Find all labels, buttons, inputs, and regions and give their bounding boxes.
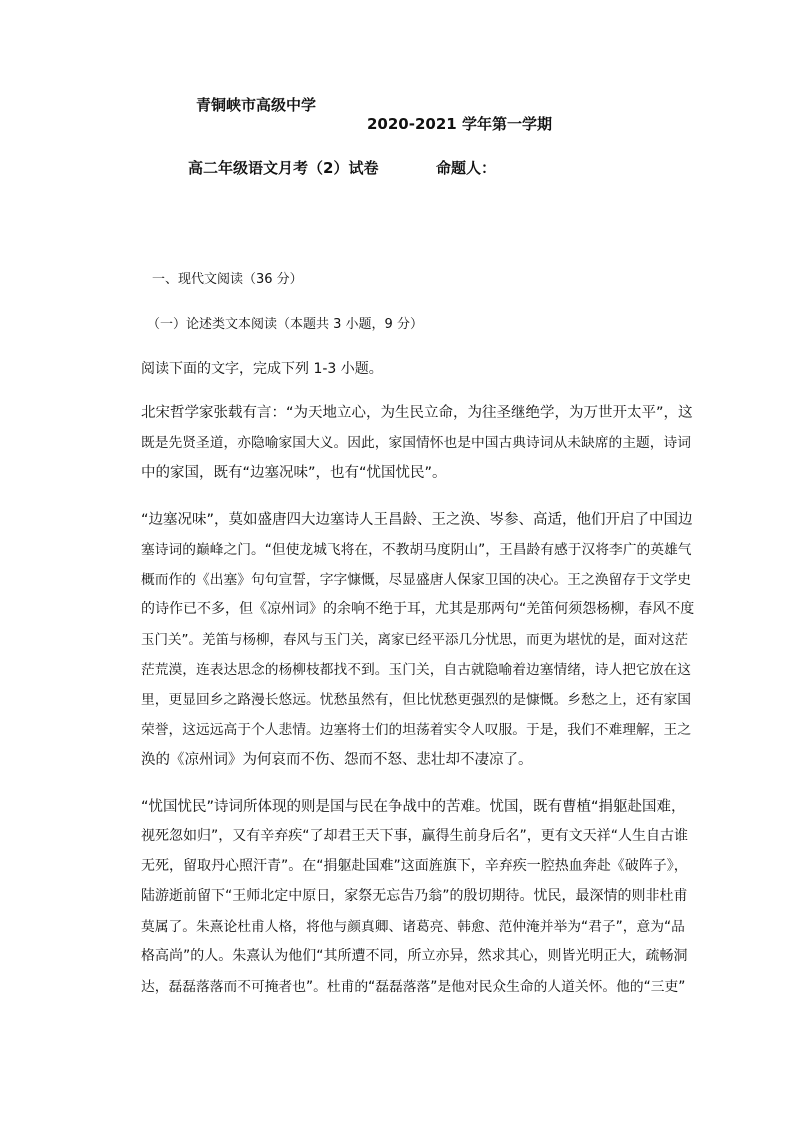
paragraph-line: “忧国忧民”诗词所体现的则是国与民在争战中的苦难。忧国，既有曹植“捐躯赴国难， (141, 799, 686, 815)
paragraph-line: 无死，留取丹心照汗青”。在“捐躯赴国难”这面旌旗下，辛弃疾一腔热血奔赴《破阵子》， (141, 858, 688, 874)
paragraph-line: 北宋哲学家张载有言：“为天地立心，为生民立命，为往圣继绝学，为万世开太平”，这 (141, 405, 693, 421)
paragraph-line: 茫荒漠，连表达思念的杨柳枝都找不到。玉门关，自古就隐喻着边塞情绪，诗人把它放在这 (141, 662, 692, 678)
paragraph-line: 塞诗词的巅峰之门。“但使龙城飞将在，不教胡马度阴山”，王昌龄有感于汉将李广的英雄气 (141, 542, 692, 558)
paragraph-line: 荣誉，这远远高于个人悲情。边塞将士们的坦荡着实令人叹服。于是，我们不难理解，王之 (141, 722, 692, 738)
paragraph-line: 玉门关”。羌笛与杨柳，春风与玉门关，离家已经平添几分忧思，而更为堪忧的是，面对这茫 (141, 632, 688, 648)
section-title: 一、现代文阅读（36 分） (152, 272, 303, 287)
exam-title: 高二年级语文月考（2）试卷 (188, 159, 379, 177)
paragraph-line: 既是先贤圣道，亦隐喻家国大义。因此，家国情怀也是中国古典诗词从未缺席的主题，诗词 (141, 435, 692, 451)
paragraph-line: 里，更显回乡之路漫长悠远。忧愁虽然有，但比忧愁更强烈的是慷慨。乡愁之上，还有家国 (141, 692, 692, 708)
setter-label: 命题人： (436, 159, 497, 177)
paragraph-line: 达，磊磊落落而不可掩者也”。杜甫的“磊磊落落”是他对民众生命的人道关怀。他的“三吏” (141, 979, 686, 995)
paragraph-line: “边塞况味”，莫如盛唐四大边塞诗人王昌龄、王之涣、岑参、高适，他们开启了中国边 (141, 512, 693, 528)
paragraph-line: 的诗作已不多，但《凉州词》的余响不绝于耳，尤其是那两句“羌笛何须怨杨柳，春风不度 (141, 601, 695, 617)
paragraph-line: 格高尚”的人。朱熹认为他们“其所遭不同，所立亦异，然求其心，则皆光明正大，疏畅洞 (141, 948, 688, 964)
paragraph-line: 涣的《凉州词》为何哀而不伤、怨而不怒、悲壮却不凄凉了。 (141, 752, 533, 768)
paragraph-line: 中的家国，既有“边塞况味”，也有“忧国忧民”。 (141, 465, 447, 481)
paragraph-line: 概而作的《出塞》句句宣誓，字字慷慨，尽显盛唐人保家卫国的决心。王之涣留存于文学史 (141, 572, 692, 588)
section-subtitle: （一）论述类文本阅读（本题共 3 小题，9 分） (147, 317, 423, 332)
reading-instruction: 阅读下面的文字，完成下列 1-3 小题。 (141, 361, 383, 377)
term-label: 2020-2021 学年第一学期 (367, 115, 552, 133)
paragraph-line: 莫属了。朱熹论杜甫人格，将他与颜真卿、诸葛亮、韩愈、范仲淹并举为“君子”，意为“品 (141, 919, 685, 935)
paragraph-line: 视死忽如归”，又有辛弃疾“了却君王天下事，赢得生前身后名”，更有文天祥“人生自古谁 (141, 828, 689, 844)
paragraph-line: 陆游逝前留下“王师北定中原日，家祭无忘告乃翁”的殷切期待。忧民，最深情的则非杜甫 (141, 888, 688, 904)
school-name: 青铜峡市高级中学 (196, 96, 317, 114)
